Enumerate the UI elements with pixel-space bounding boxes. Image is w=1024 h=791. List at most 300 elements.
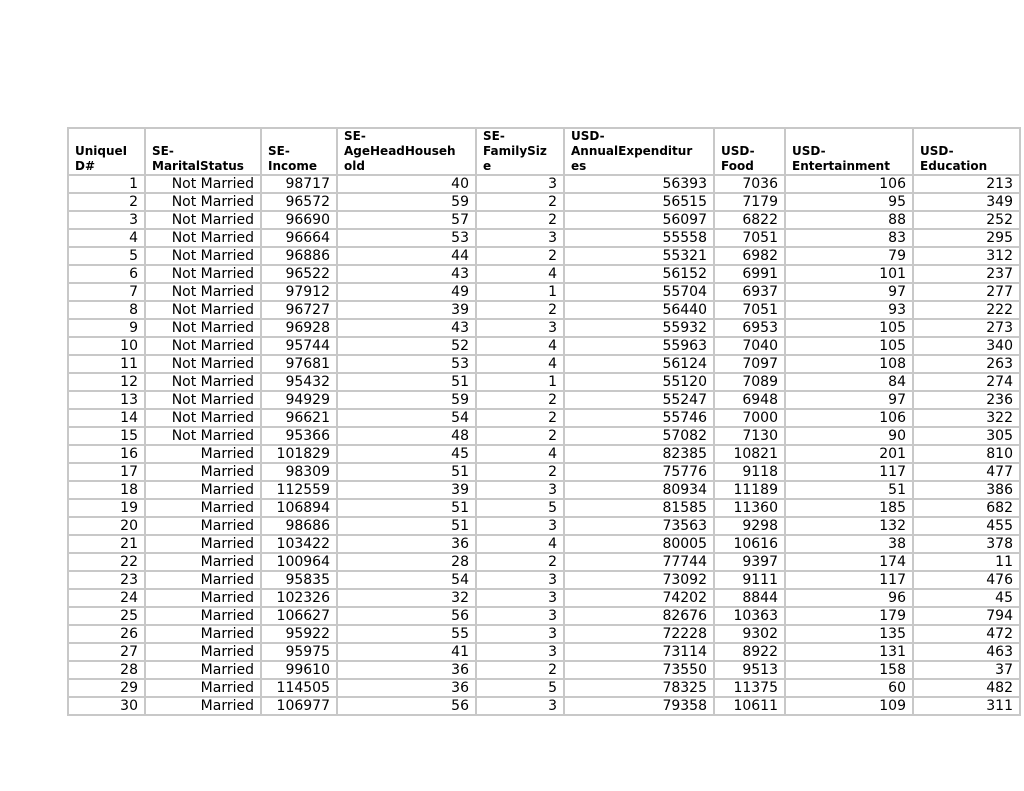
table-cell: Not Married [145,427,261,445]
table-cell: 2 [476,409,564,427]
table-cell: 25 [68,607,145,625]
table-cell: 1 [68,175,145,193]
table-cell: 96664 [261,229,337,247]
table-cell: 4 [476,337,564,355]
table-cell: 477 [913,463,1020,481]
table-cell: 3 [476,607,564,625]
table-cell: 117 [785,463,913,481]
table-cell: 51 [337,373,476,391]
table-cell: 80005 [564,535,714,553]
table-row [68,481,1020,499]
table-cell: 3 [476,229,564,247]
table-cell: 106627 [261,607,337,625]
table-cell: 135 [785,625,913,643]
table-cell: 16 [68,445,145,463]
table-cell: 90 [785,427,913,445]
table-cell: 28 [68,661,145,679]
table-cell: 2 [476,301,564,319]
table-row [68,211,1020,229]
table-row [68,391,1020,409]
table-cell: 6937 [714,283,785,301]
table-cell: 472 [913,625,1020,643]
table-cell: 96727 [261,301,337,319]
table-cell: 455 [913,517,1020,535]
table-cell: 14 [68,409,145,427]
table-cell: 38 [785,535,913,553]
table-cell: 3 [476,625,564,643]
table-row [68,229,1020,247]
table-cell: 8922 [714,643,785,661]
table-cell: 2 [476,211,564,229]
table-cell: Not Married [145,265,261,283]
table-cell: 7000 [714,409,785,427]
table-cell: 54 [337,409,476,427]
table-cell: 386 [913,481,1020,499]
table-cell: 6822 [714,211,785,229]
table-row [68,247,1020,265]
table-cell: 378 [913,535,1020,553]
table-cell: 10821 [714,445,785,463]
table-cell: 114505 [261,679,337,697]
table-cell: 2 [476,391,564,409]
table-cell: 56 [337,697,476,715]
table-cell: 51 [337,517,476,535]
column-header: USD- Food [714,128,785,175]
column-header: SE- MaritalStatus [145,128,261,175]
table-cell: 10363 [714,607,785,625]
table-cell: 99610 [261,661,337,679]
table-cell: 95366 [261,427,337,445]
table-cell: 7036 [714,175,785,193]
table-cell: 11189 [714,481,785,499]
table-cell: 55 [337,625,476,643]
table-cell: 7097 [714,355,785,373]
table-cell: 7051 [714,301,785,319]
table-cell: 6 [68,265,145,283]
table-cell: 9302 [714,625,785,643]
table-cell: 72228 [564,625,714,643]
table-cell: 17 [68,463,145,481]
table-cell: 349 [913,193,1020,211]
table-cell: 96690 [261,211,337,229]
table-cell: 2 [476,463,564,481]
table-cell: Not Married [145,211,261,229]
table-cell: 98309 [261,463,337,481]
table-cell: 51 [337,499,476,517]
table-cell: 106 [785,175,913,193]
table-row [68,283,1020,301]
table-cell: 56097 [564,211,714,229]
table-cell: 112559 [261,481,337,499]
table-row [68,427,1020,445]
table-cell: 2 [476,427,564,445]
table-cell: 21 [68,535,145,553]
column-header: USD- AnnualExpenditur es [564,128,714,175]
table-cell: 55558 [564,229,714,247]
table-cell: Married [145,553,261,571]
table-cell: 4 [476,265,564,283]
table-cell: 49 [337,283,476,301]
table-cell: 5 [476,499,564,517]
table-cell: 7089 [714,373,785,391]
table-cell: 48 [337,427,476,445]
table-cell: 174 [785,553,913,571]
table-cell: 236 [913,391,1020,409]
table-cell: Not Married [145,175,261,193]
table-cell: Married [145,445,261,463]
table-cell: 23 [68,571,145,589]
table-cell: 3 [476,643,564,661]
table-cell: Married [145,643,261,661]
table-cell: 55963 [564,337,714,355]
table-cell: 55120 [564,373,714,391]
column-header: USD- Entertainment [785,128,913,175]
table-cell: 39 [337,301,476,319]
table-row [68,265,1020,283]
table-cell: Not Married [145,355,261,373]
table-row [68,661,1020,679]
table-cell: 9 [68,319,145,337]
table-cell: 73114 [564,643,714,661]
table-cell: 98686 [261,517,337,535]
table-cell: 12 [68,373,145,391]
table-cell: 117 [785,571,913,589]
table-cell: 57082 [564,427,714,445]
table-row [68,589,1020,607]
table-row [68,301,1020,319]
table-cell: 81585 [564,499,714,517]
table-cell: 106977 [261,697,337,715]
table-cell: 9513 [714,661,785,679]
table-cell: Not Married [145,319,261,337]
table-cell: Married [145,661,261,679]
table-cell: 32 [337,589,476,607]
table-cell: 108 [785,355,913,373]
column-header: USD- Education [913,128,1020,175]
table-cell: 82385 [564,445,714,463]
table-cell: 5 [476,679,564,697]
table-cell: 73563 [564,517,714,535]
table-cell: 39 [337,481,476,499]
table-cell: 7179 [714,193,785,211]
table-cell: 56440 [564,301,714,319]
table-cell: Not Married [145,373,261,391]
table-cell: 3 [476,589,564,607]
table-cell: 131 [785,643,913,661]
table-cell: Married [145,481,261,499]
table-cell: 80934 [564,481,714,499]
table-cell: 45 [337,445,476,463]
table-cell: Married [145,535,261,553]
table-cell: 96572 [261,193,337,211]
table-cell: 51 [785,481,913,499]
table-cell: Not Married [145,283,261,301]
table-cell: 95835 [261,571,337,589]
table-cell: 185 [785,499,913,517]
table-cell: 96522 [261,265,337,283]
table-cell: Married [145,607,261,625]
table-cell: 95432 [261,373,337,391]
table-cell: 11360 [714,499,785,517]
table-body [68,175,1020,715]
table-cell: 101 [785,265,913,283]
table-row [68,193,1020,211]
table-cell: 53 [337,229,476,247]
table-cell: 55746 [564,409,714,427]
table-cell: 95744 [261,337,337,355]
table-cell: 9298 [714,517,785,535]
table-cell: 97 [785,283,913,301]
table-cell: 22 [68,553,145,571]
table-cell: 53 [337,355,476,373]
table-cell: 40 [337,175,476,193]
table-cell: 56515 [564,193,714,211]
table-cell: 11 [68,355,145,373]
table-cell: 98717 [261,175,337,193]
table-cell: 94929 [261,391,337,409]
table-cell: 59 [337,391,476,409]
table-cell: 52 [337,337,476,355]
table-cell: 51 [337,463,476,481]
table-cell: 7040 [714,337,785,355]
table-cell: 11 [913,553,1020,571]
table-cell: 3 [476,697,564,715]
table-cell: 96621 [261,409,337,427]
table-row [68,337,1020,355]
table-cell: 106 [785,409,913,427]
table-cell: 100964 [261,553,337,571]
table-row [68,319,1020,337]
column-header: SE- FamilySiz e [476,128,564,175]
table-cell: 3 [476,517,564,535]
table-cell: 19 [68,499,145,517]
table-cell: 2 [476,193,564,211]
table-cell: 77744 [564,553,714,571]
table-cell: 84 [785,373,913,391]
header-row [68,128,1020,175]
table-cell: 82676 [564,607,714,625]
table-cell: 305 [913,427,1020,445]
table-cell: 79358 [564,697,714,715]
table-cell: 463 [913,643,1020,661]
table-cell: 476 [913,571,1020,589]
table-cell: 2 [476,553,564,571]
table-cell: Not Married [145,229,261,247]
table-cell: 54 [337,571,476,589]
table-cell: Married [145,571,261,589]
table-cell: 20 [68,517,145,535]
table-cell: 26 [68,625,145,643]
table-cell: 3 [476,481,564,499]
table-cell: 3 [476,175,564,193]
table-cell: 8 [68,301,145,319]
table-cell: 3 [476,319,564,337]
table-cell: 83 [785,229,913,247]
table-cell: 132 [785,517,913,535]
table-cell: 312 [913,247,1020,265]
table-cell: 55321 [564,247,714,265]
table-cell: 322 [913,409,1020,427]
table-cell: 97912 [261,283,337,301]
column-header: UniqueI D# [68,128,145,175]
table-cell: 222 [913,301,1020,319]
table-cell: 103422 [261,535,337,553]
table-cell: 9111 [714,571,785,589]
table-cell: 6953 [714,319,785,337]
table-cell: 9118 [714,463,785,481]
table-cell: Not Married [145,301,261,319]
column-header: SE- AgeHeadHouseh old [337,128,476,175]
table-cell: 95 [785,193,913,211]
table-row [68,517,1020,535]
table-cell: 95975 [261,643,337,661]
table-cell: 6991 [714,265,785,283]
table-cell: Not Married [145,409,261,427]
table-cell: 7051 [714,229,785,247]
table-row [68,355,1020,373]
table-cell: 3 [68,211,145,229]
table-row [68,535,1020,553]
table-row [68,571,1020,589]
table-cell: 43 [337,265,476,283]
table-cell: 36 [337,535,476,553]
table-cell: 96 [785,589,913,607]
table-cell: 4 [476,445,564,463]
table-cell: 55932 [564,319,714,337]
table-cell: 96928 [261,319,337,337]
table-cell: 95922 [261,625,337,643]
table-cell: 101829 [261,445,337,463]
table-cell: Married [145,625,261,643]
table-cell: 106894 [261,499,337,517]
table-cell: 79 [785,247,913,265]
table-cell: 295 [913,229,1020,247]
table-row [68,625,1020,643]
table-cell: 109 [785,697,913,715]
table-cell: Not Married [145,337,261,355]
table-row [68,409,1020,427]
table-cell: 96886 [261,247,337,265]
table-cell: 7 [68,283,145,301]
table-cell: 75776 [564,463,714,481]
table-cell: 44 [337,247,476,265]
table-cell: 10616 [714,535,785,553]
table-cell: 74202 [564,589,714,607]
table-cell: 810 [913,445,1020,463]
table-cell: 1 [476,283,564,301]
table-cell: 7130 [714,427,785,445]
table-cell: 10611 [714,697,785,715]
table-row [68,607,1020,625]
table-cell: 1 [476,373,564,391]
table-cell: 2 [476,247,564,265]
table-cell: 28 [337,553,476,571]
table-cell: 213 [913,175,1020,193]
table-row [68,553,1020,571]
table-row [68,445,1020,463]
table-cell: 43 [337,319,476,337]
table-cell: Not Married [145,391,261,409]
table-cell: 18 [68,481,145,499]
table-cell: Married [145,463,261,481]
table-cell: 311 [913,697,1020,715]
table-cell: 15 [68,427,145,445]
table-cell: 55247 [564,391,714,409]
table-cell: 9397 [714,553,785,571]
table-cell: 10 [68,337,145,355]
table-cell: 105 [785,319,913,337]
table-cell: 5 [68,247,145,265]
table-cell: 73550 [564,661,714,679]
table-row [68,643,1020,661]
table-cell: 24 [68,589,145,607]
table-cell: 158 [785,661,913,679]
table-cell: 97681 [261,355,337,373]
table-cell: 105 [785,337,913,355]
table-cell: 263 [913,355,1020,373]
table-cell: 482 [913,679,1020,697]
data-table [67,127,1021,716]
table-cell: 6948 [714,391,785,409]
table-cell: 277 [913,283,1020,301]
table-cell: Married [145,679,261,697]
table-row [68,373,1020,391]
table-cell: 237 [913,265,1020,283]
table-cell: 27 [68,643,145,661]
table-cell: 45 [913,589,1020,607]
table-cell: 2 [476,661,564,679]
table-cell: 30 [68,697,145,715]
table-cell: 8844 [714,589,785,607]
table-row [68,463,1020,481]
table-cell: Married [145,517,261,535]
table-cell: Married [145,589,261,607]
table-row [68,679,1020,697]
table-cell: 13 [68,391,145,409]
table-cell: 794 [913,607,1020,625]
table-cell: 60 [785,679,913,697]
table-cell: 78325 [564,679,714,697]
table-cell: 56152 [564,265,714,283]
table-cell: 56393 [564,175,714,193]
table-cell: 29 [68,679,145,697]
table-cell: Not Married [145,247,261,265]
table-cell: 93 [785,301,913,319]
table-row [68,175,1020,193]
table-cell: 97 [785,391,913,409]
table-cell: 4 [476,355,564,373]
table-cell: 11375 [714,679,785,697]
table-row [68,499,1020,517]
table-cell: Married [145,697,261,715]
table-cell: 4 [476,535,564,553]
table-cell: 682 [913,499,1020,517]
table-cell: 73092 [564,571,714,589]
table-cell: 274 [913,373,1020,391]
column-header: SE- Income [261,128,337,175]
table-cell: 201 [785,445,913,463]
table-cell: 4 [68,229,145,247]
table-cell: 2 [68,193,145,211]
table-cell: Not Married [145,193,261,211]
table-cell: 57 [337,211,476,229]
table-cell: 56124 [564,355,714,373]
table-cell: 3 [476,571,564,589]
table-cell: 252 [913,211,1020,229]
table-row [68,697,1020,715]
table-cell: Married [145,499,261,517]
table-cell: 41 [337,643,476,661]
